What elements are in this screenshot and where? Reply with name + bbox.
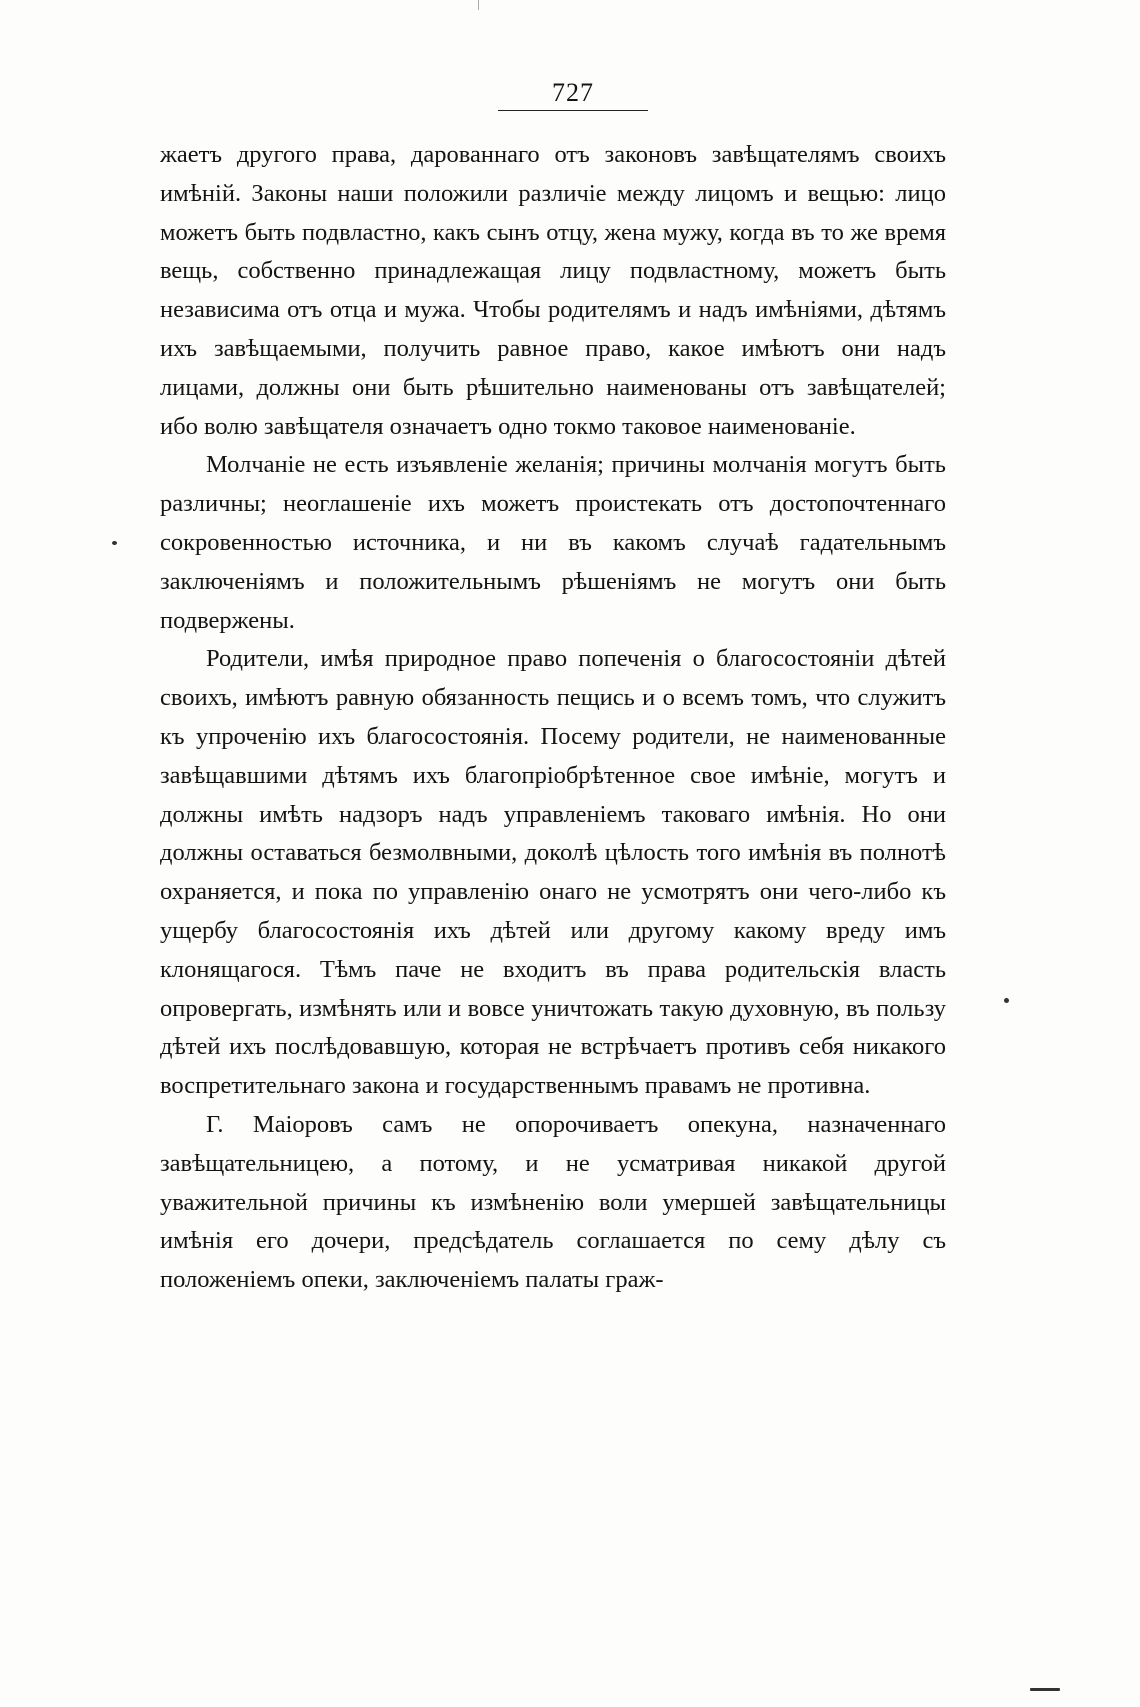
margin-ink-dash-bottom [1030,1688,1060,1691]
paragraph-1: жаетъ другого права, дарованнаго отъ законовъ завѣщателямъ своихъ имѣній. Законы наши положили различіе между лицомъ и вещью: лицо можетъ быть подвластно, какъ сынъ отцу, жена мужу, когда въ то же время вещь, собственно принадлежащая лицу подвластному, можетъ быть независима отъ отца и мужа. Чтобы родителямъ и надъ имѣніями, дѣтямъ ихъ завѣщаемыми, получить равное право, какое имѣютъ они надъ лицами, должны они быть рѣшительно наименованы отъ завѣщателей; ибо волю завѣщателя означаетъ одно токмо таковое наименованіе. [160,141,946,440]
margin-ink-dot-right [1004,998,1009,1003]
paragraph-4: Г. Маіоровъ самъ не опорочиваетъ опекуна, назначеннаго завѣщательницею, а потому, и не усматривая никакой другой уважительной причины къ измѣненію воли умершей завѣщательницы имѣнія его дочери, предсѣдатель соглашается по сему дѣлу съ положеніемъ опеки, заключеніемъ палаты граж- [160,1110,946,1294]
page-number: 727 [552,78,594,107]
margin-ink-dot-left [112,541,117,545]
page-number-rule [498,110,648,111]
paragraph-2: Молчаніе не есть изъявленіе желанія; причины молчанія могутъ быть различны; неоглашеніе ихъ можетъ проистекать отъ достопочтеннаго сокровенностью источника, и ни въ какомъ случаѣ гадательнымъ заключеніямъ и положительнымъ рѣшеніямъ не могутъ они быть подвержены. [160,451,946,634]
scan-speck-top [478,0,479,10]
body-text [160,136,946,1300]
paragraph-3: Родители, имѣя природное право попеченія о благосостояніи дѣтей своихъ, имѣютъ равную обязанность пещись и о всемъ томъ, что служитъ къ упроченію ихъ благосостоянія. Посему родители, не наименованные завѣщавшими дѣтямъ ихъ благопріобрѣтенное свое имѣніе, могутъ и должны имѣть надзоръ надъ управленіемъ таковаго имѣнія. Но они должны оставаться безмолвными, доколѣ цѣлость того имѣнія въ полнотѣ охраняется, и пока по управленію онаго не усмотрятъ они чего-либо къ ущербу благосостоянія ихъ дѣтей или другому какому вреду имъ клонящагося. Тѣмъ паче не входитъ въ права родительскія власть опровергать, измѣнять или и вовсе уничтожать такую духовную, въ пользу дѣтей ихъ послѣдовавшую, которая не встрѣчаетъ противъ себя никакого воспретительнаго закона и государственнымъ правамъ не противна. [160,645,946,1100]
